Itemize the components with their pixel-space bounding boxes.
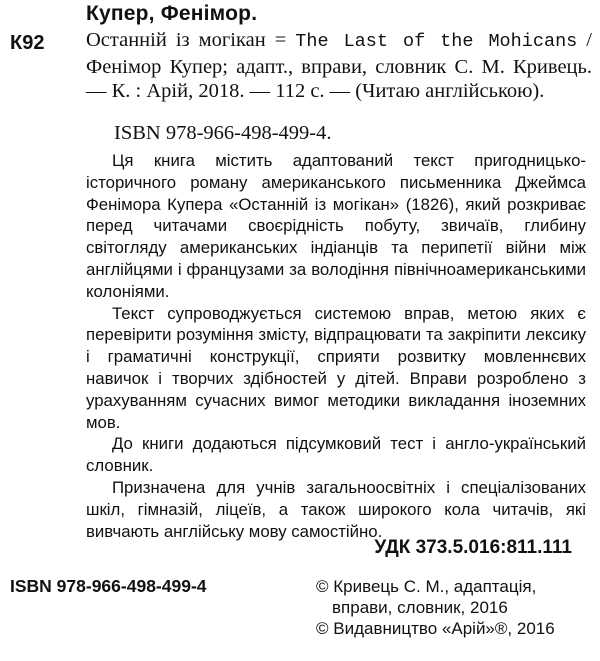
author-heading: Купер, Фенімор. [86, 2, 258, 25]
isbn-bottom: ISBN 978-966-498-499-4 [10, 576, 207, 596]
annotation-paragraph: Ця книга містить адаптований текст пригодницько-історичного роману американського письменника Джеймса Фенімора Купера «Останній із могікан» (1826), який розкриває перед читачами своєрідність побуту, звичаїв, глибину світогляду американських індіанців та перипетії війни між англійцями і французами за володіння північноамериканськими колоніями. [86, 151, 586, 301]
copyright-line: © Кривець С. М., адаптація, [316, 577, 537, 596]
annotation-paragraph: Призначена для учнів загальноосвітніх і спеціалізованих шкіл, гімназій, ліцеїв, а також широкого кола читачів, які вивчають англійську мову самостійно. [86, 477, 586, 541]
title-part: Останній із могікан = [86, 29, 296, 51]
annotation-paragraph: До книги додаються підсумковий тест і англо-український словник. [86, 434, 586, 476]
annotation-paragraph: Текст супроводжується системою вправ, метою яких є перевірити розуміння змісту, відпрацювати та закріпити лексику і граматичні конструкції, сприяти розвитку мовленнєвих навичок і творчих здібностей у дітей. Вправи розроблено з урахуванням сучасних вимог методики викладання іноземних мов. [86, 303, 586, 432]
copyright-line: вправи, словник, 2016 [332, 598, 508, 617]
udk-code: УДК 373.5.016:811.111 [374, 537, 572, 558]
isbn-line: ISBN 978-966-498-499-4. [114, 122, 332, 144]
copyright-line: © Видавництво «Арій»®, 2016 [316, 619, 555, 638]
copyright-block [316, 576, 586, 639]
biblio-rest: / Фенімор Купер; адапт., вправи, словник С. М. Кривець. — К. : Арій, 2018. — 112 с. — (Читаю англійською). [86, 29, 592, 102]
original-title: The Last of the Mohicans [295, 31, 578, 52]
annotation [86, 150, 586, 542]
classification-code: К92 [10, 32, 45, 54]
bibliographic-description [86, 28, 592, 104]
